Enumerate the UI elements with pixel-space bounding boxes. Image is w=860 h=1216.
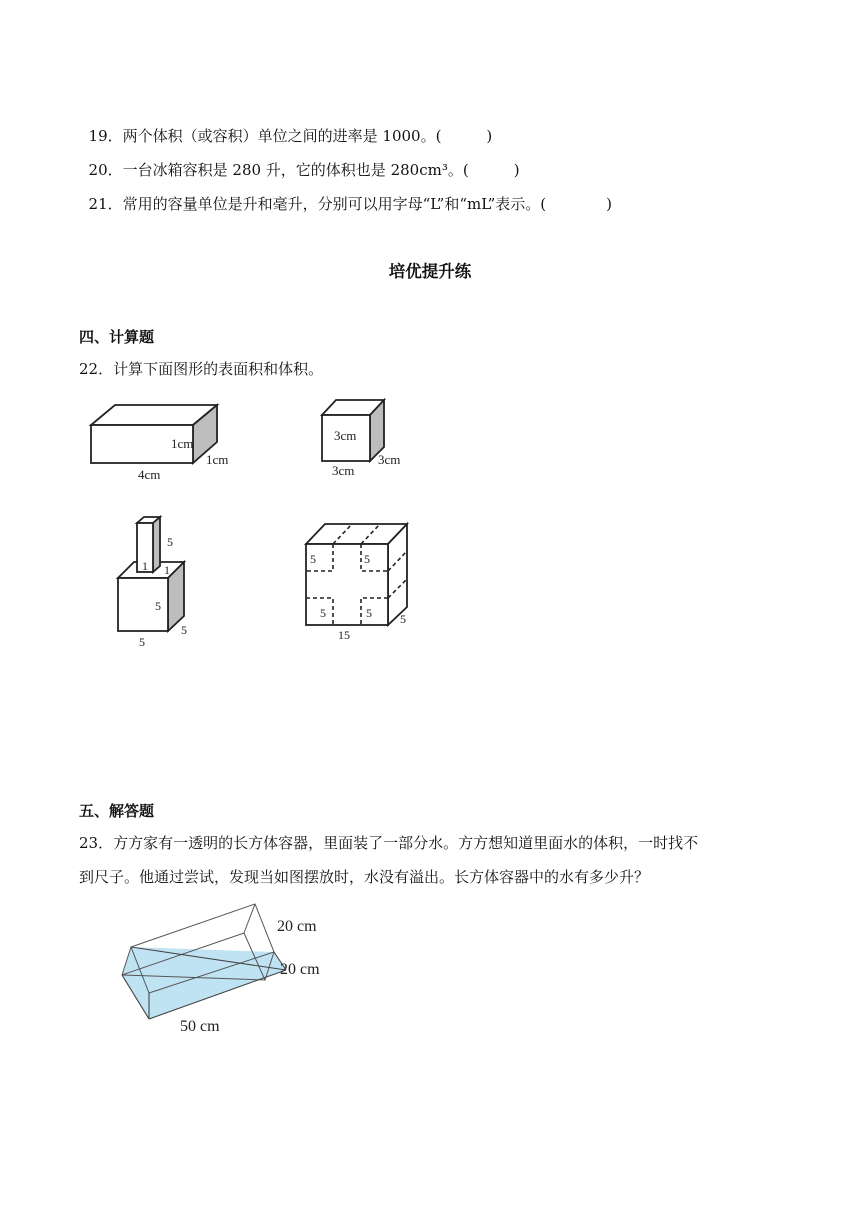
question-23-line-1: 23．方方家有一透明的长方体容器，里面装了一部分水。方方想知道里面水的体积，一时找不 — [79, 834, 699, 852]
fig5-height-label: 20 cm — [277, 918, 317, 935]
fig1-height-label: 1cm — [171, 436, 194, 451]
fig1-length-label: 4cm — [138, 467, 161, 482]
section-heading-calc: 四、计算题 — [79, 328, 155, 346]
composite-figure-3 — [105, 510, 205, 655]
fig4-width-label: 15 — [338, 628, 350, 642]
question-text: 两个体积（或容积）单位之间的进率是 1000。( ) — [122, 127, 493, 145]
fig4-corner-label-4: 5 — [366, 606, 372, 620]
fig5-length-label: 50 cm — [180, 1018, 220, 1035]
question-23-line-2: 到尺子。他通过尝试，发现当如图摆放时，水没有溢出。长方体容器中的水有多少升？ — [79, 868, 650, 886]
section-title: 培优提升练 — [388, 262, 472, 281]
question-22: 22．计算下面图形的表面积和体积。 — [79, 360, 324, 378]
section-heading-solve: 五、解答题 — [79, 802, 155, 820]
fig5-width-label: 20 cm — [280, 961, 320, 978]
fig4-corner-label-3: 5 — [320, 606, 326, 620]
fig3-base-height-label: 5 — [155, 599, 161, 613]
fig4-corner-label-1: 5 — [310, 552, 316, 566]
fig3-top-depth-label: 1 — [164, 563, 170, 577]
water-container-figure — [110, 895, 350, 1040]
fig3-base-depth-label: 5 — [181, 623, 187, 637]
question-number: 20． — [88, 161, 123, 179]
cube-figure-2 — [310, 395, 420, 485]
question-text: 常用的容量单位是升和毫升，分别可以用字母“L”和“mL”表示。( ) — [122, 195, 612, 213]
question-number: 19． — [88, 127, 123, 145]
fig1-depth-label: 1cm — [206, 452, 229, 467]
fig3-top-height-label: 5 — [167, 535, 173, 549]
question-21 — [79, 171, 612, 215]
fig3-top-width-label: 1 — [142, 559, 148, 573]
fig3-base-width-label: 5 — [139, 635, 145, 649]
fig4-corner-label-2: 5 — [364, 552, 370, 566]
cuboid-figure-1 — [80, 400, 260, 485]
question-text: 一台冰箱容积是 280 升，它的体积也是 280cm³。( ) — [122, 161, 520, 179]
fig2-height-label: 3cm — [334, 428, 357, 443]
fig4-depth-label: 5 — [400, 612, 406, 626]
cube-figure-4 — [300, 515, 420, 645]
fig2-depth-label: 3cm — [378, 452, 401, 467]
question-number: 21． — [88, 195, 123, 213]
fig2-length-label: 3cm — [332, 463, 355, 478]
